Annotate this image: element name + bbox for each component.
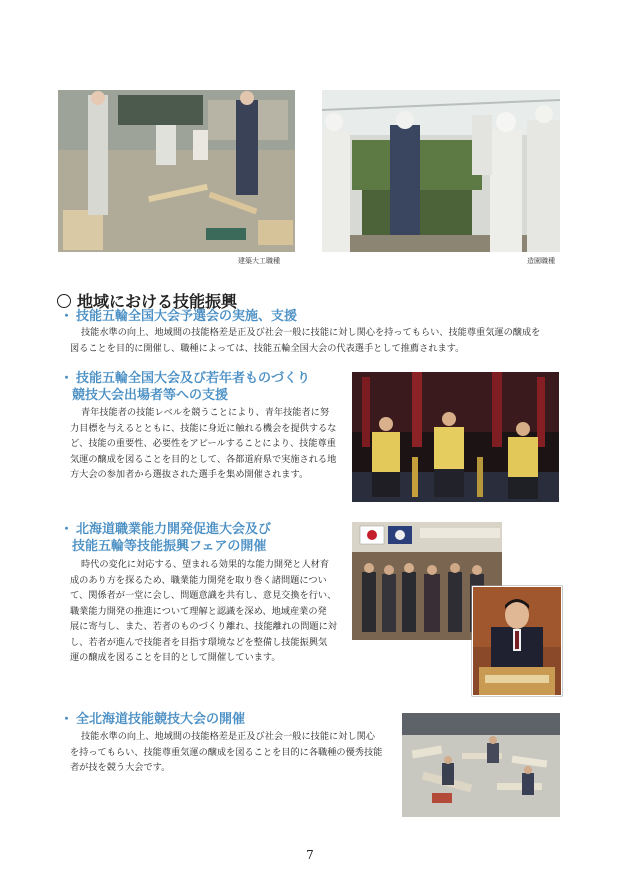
body-line: て、関係者が一堂に会し、問題意識を共有し、意見交換を行い、 xyxy=(70,590,337,601)
body-line: し、若者が進んで技能者を目指す環境などを整備し技能振興気 xyxy=(70,636,328,648)
item-4-heading xyxy=(60,711,245,728)
item-3-heading-line: 技能五輪等技能振興フェアの開催 xyxy=(72,539,267,554)
page-number: 7 xyxy=(306,848,314,862)
carpentry-caption: 建築大工職種 xyxy=(238,257,280,265)
landscaping-caption: 造園職種 xyxy=(527,257,555,265)
item-4-heading-line: 全北海道技能競技大会の開催 xyxy=(76,712,246,727)
body-line: 時代の変化に対応する、望まれる効果的な能力開発と人材育 xyxy=(81,559,330,570)
body-line: 職業能力開発の推進について理解と認識を深め、地域産業の発 xyxy=(70,605,327,617)
item-3-heading-line: 北海道職業能力開発促進大会及び xyxy=(76,522,272,537)
circle-icon xyxy=(57,294,71,308)
bullet-mark: ・ xyxy=(60,712,74,727)
landscaping-photo xyxy=(322,90,560,252)
item-3-body xyxy=(70,557,342,666)
body-line: 方大会の参加者から選抜された選手を集め開催されます。 xyxy=(70,469,309,480)
body-line: 気運の醸成を図ることを目的として、各都道府県で実施される地 xyxy=(70,453,337,465)
body-line: 運の醸成を図ることを目的として開催しています。 xyxy=(70,652,281,663)
body-line: を持ってもらい、技能尊重気運の醸成を図ることを目的に各職種の優秀技能 xyxy=(70,746,383,758)
body-line: 青年技能者の技能レベルを競うことにより、青年技能者に努 xyxy=(81,407,330,418)
item-3-heading xyxy=(60,521,271,555)
body-line: 技能水準の向上、地域間の技能格差是正及び社会一般に技能に対し関心 xyxy=(81,731,375,742)
item-2-heading xyxy=(60,370,310,404)
item-1-heading-line: 技能五輪全国大会予選会の実施、支援 xyxy=(76,309,298,324)
bullet-mark: ・ xyxy=(60,309,74,324)
body-line: 者が技を競う大会です。 xyxy=(70,762,171,773)
body-line: 力目標を与えるとともに、技能に身近に触れる機会を提供するな xyxy=(70,422,337,434)
item-2-heading-line: 技能五輪全国大会及び若年者ものづくり xyxy=(76,371,311,386)
body-line: 成のあり方を探るため、職業能力開発を取り巻く諸問題につい xyxy=(70,574,327,586)
section-title-text: 地域における技能振興 xyxy=(77,292,238,311)
body-line: 展に寄与し、また、若者のものづくり離れ、技能離れの問題に対 xyxy=(70,621,337,632)
bullet-mark: ・ xyxy=(60,522,74,537)
body-line: 技能水準の向上、地域間の技能格差是正及び社会一般に技能に対し関心を持ってもらい、技能尊重気運の醸成を xyxy=(81,327,541,338)
item-4-body xyxy=(70,729,395,776)
item-1-body xyxy=(70,325,562,356)
body-line: ど、技能の重要性、必要性をアピールすることにより、技能尊重 xyxy=(70,438,336,449)
item-2-body xyxy=(70,405,342,483)
body-line: 図ることを目的に開催し、職種によっては、技能五輪全国大会の代表選手として推薦されます。 xyxy=(70,342,465,354)
carpentry-photo xyxy=(58,90,295,252)
competition-hall-photo xyxy=(402,713,560,817)
bullet-mark: ・ xyxy=(60,371,74,386)
item-1-heading xyxy=(60,308,297,325)
item-2-heading-line: 競技大会出場者等への支援 xyxy=(72,388,229,403)
speaker-podium-photo xyxy=(472,586,562,696)
skills-olympics-stage-photo xyxy=(352,372,559,502)
